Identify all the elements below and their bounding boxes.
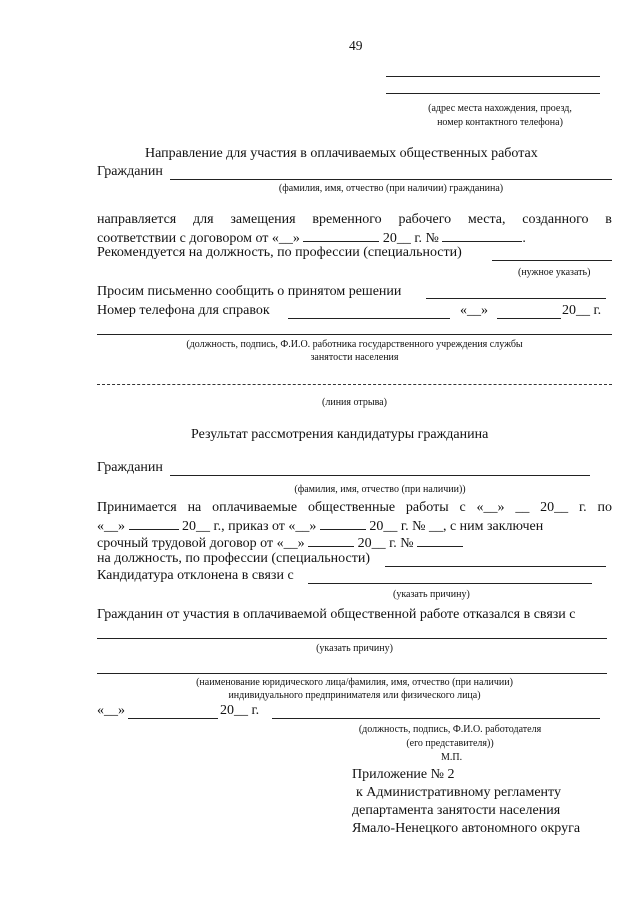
direction-citizen-label: Гражданин [97, 164, 163, 179]
tear-caption: (линия отрыва) [322, 397, 387, 408]
official-signature-caption-1: (должность, подпись, Ф.И.О. работника государственного учреждения службы [186, 339, 523, 350]
position-caption: (нужное указать) [518, 267, 591, 278]
refused-reason-field [97, 638, 607, 639]
employer-signature-field [272, 718, 600, 719]
address-line-1 [386, 76, 600, 77]
accepted-line-4: на должность, по профессии (специальности) [97, 551, 370, 566]
refused-reason-caption: (указать причину) [316, 643, 393, 654]
decision-field [426, 298, 606, 299]
contract-date-field [303, 229, 379, 242]
result-citizen-caption: (фамилия, имя, отчество (при наличии)) [294, 484, 466, 495]
official-signature-line [97, 334, 612, 335]
employer-caption-1: (наименование юридического лица/фамилия, имя, отчество (при наличии) [196, 677, 513, 688]
tear-line [97, 384, 612, 385]
employer-date-quote: «__» [97, 703, 125, 718]
contract2-number-field [417, 534, 463, 547]
employer-sign-caption-2: (его представителя)) [406, 738, 494, 749]
position-field [492, 260, 612, 261]
phone-date-field [497, 318, 561, 319]
accepted-line-2: «__» 20__ г., приказ от «__» 20__ г. № __, с ним заключен [97, 519, 544, 534]
direction-line-2: соответствии с договором от «__» 20__ г. № . [97, 231, 526, 246]
result-citizen-field [170, 475, 590, 476]
direction-citizen-caption: (фамилия, имя, отчество (при наличии) гражданина) [278, 183, 504, 194]
direction-title: Направление для участия в оплачиваемых общественных работах [145, 146, 538, 161]
appendix-title: Приложение № 2 [352, 767, 455, 782]
order-date-field [320, 517, 366, 530]
result-position-field [385, 566, 606, 567]
address-caption-1: (адрес места нахождения, проезд, [428, 103, 572, 114]
accepted-line-3: срочный трудовой договор от «__» 20__ г. № [97, 534, 463, 552]
phone-field [288, 318, 450, 319]
direction-line-5: Номер телефона для справок [97, 303, 270, 318]
direction-line-1: направляется для замещения временного рабочего места, созданного в [97, 212, 612, 227]
employer-sign-caption-1: (должность, подпись, Ф.И.О. работодателя [358, 724, 542, 735]
rejected-line: Кандидатура отклонена в связи с [97, 568, 294, 583]
appendix-line-2: к Административному регламенту [356, 785, 561, 800]
appendix-line-3: департамента занятости населения [352, 803, 561, 818]
accepted-line-1: Принимается на оплачиваемые общественные работы с «__» __ 20__ г. по [97, 500, 612, 515]
employer-caption-2: индивидуального предпринимателя или физического лица) [228, 690, 481, 701]
employer-name-field [97, 673, 607, 674]
direction-citizen-field [170, 179, 612, 180]
address-caption-2: номер контактного телефона) [437, 117, 563, 128]
direction-line-4: Просим письменно сообщить о принятом решении [97, 284, 402, 299]
employer-date-field [128, 718, 218, 719]
employer-date-year: 20__ г. [220, 703, 260, 718]
appendix-line-4: Ямало-Ненецкого автономного округа [352, 821, 581, 836]
address-line-2 [386, 93, 600, 94]
result-citizen-label: Гражданин [97, 460, 163, 475]
rejected-reason-caption: (указать причину) [393, 589, 470, 600]
result-title: Результат рассмотрения кандидатуры гражданина [191, 427, 489, 442]
contract-number-field [442, 229, 522, 242]
direction-line-3: Рекомендуется на должность, по профессии (специальности) [97, 245, 462, 260]
page-number: 49 [349, 38, 363, 53]
end-date-field [129, 517, 179, 530]
phone-date-year: 20__ г. [562, 303, 602, 318]
stamp-label: М.П. [441, 752, 463, 763]
phone-date-quote: «__» [460, 303, 488, 318]
contract2-date-field [308, 534, 354, 547]
rejected-reason-field [308, 583, 592, 584]
official-signature-caption-2: занятости населения [310, 352, 399, 363]
refused-line: Гражданин от участия в оплачиваемой общественной работе отказался в связи с [97, 607, 576, 622]
